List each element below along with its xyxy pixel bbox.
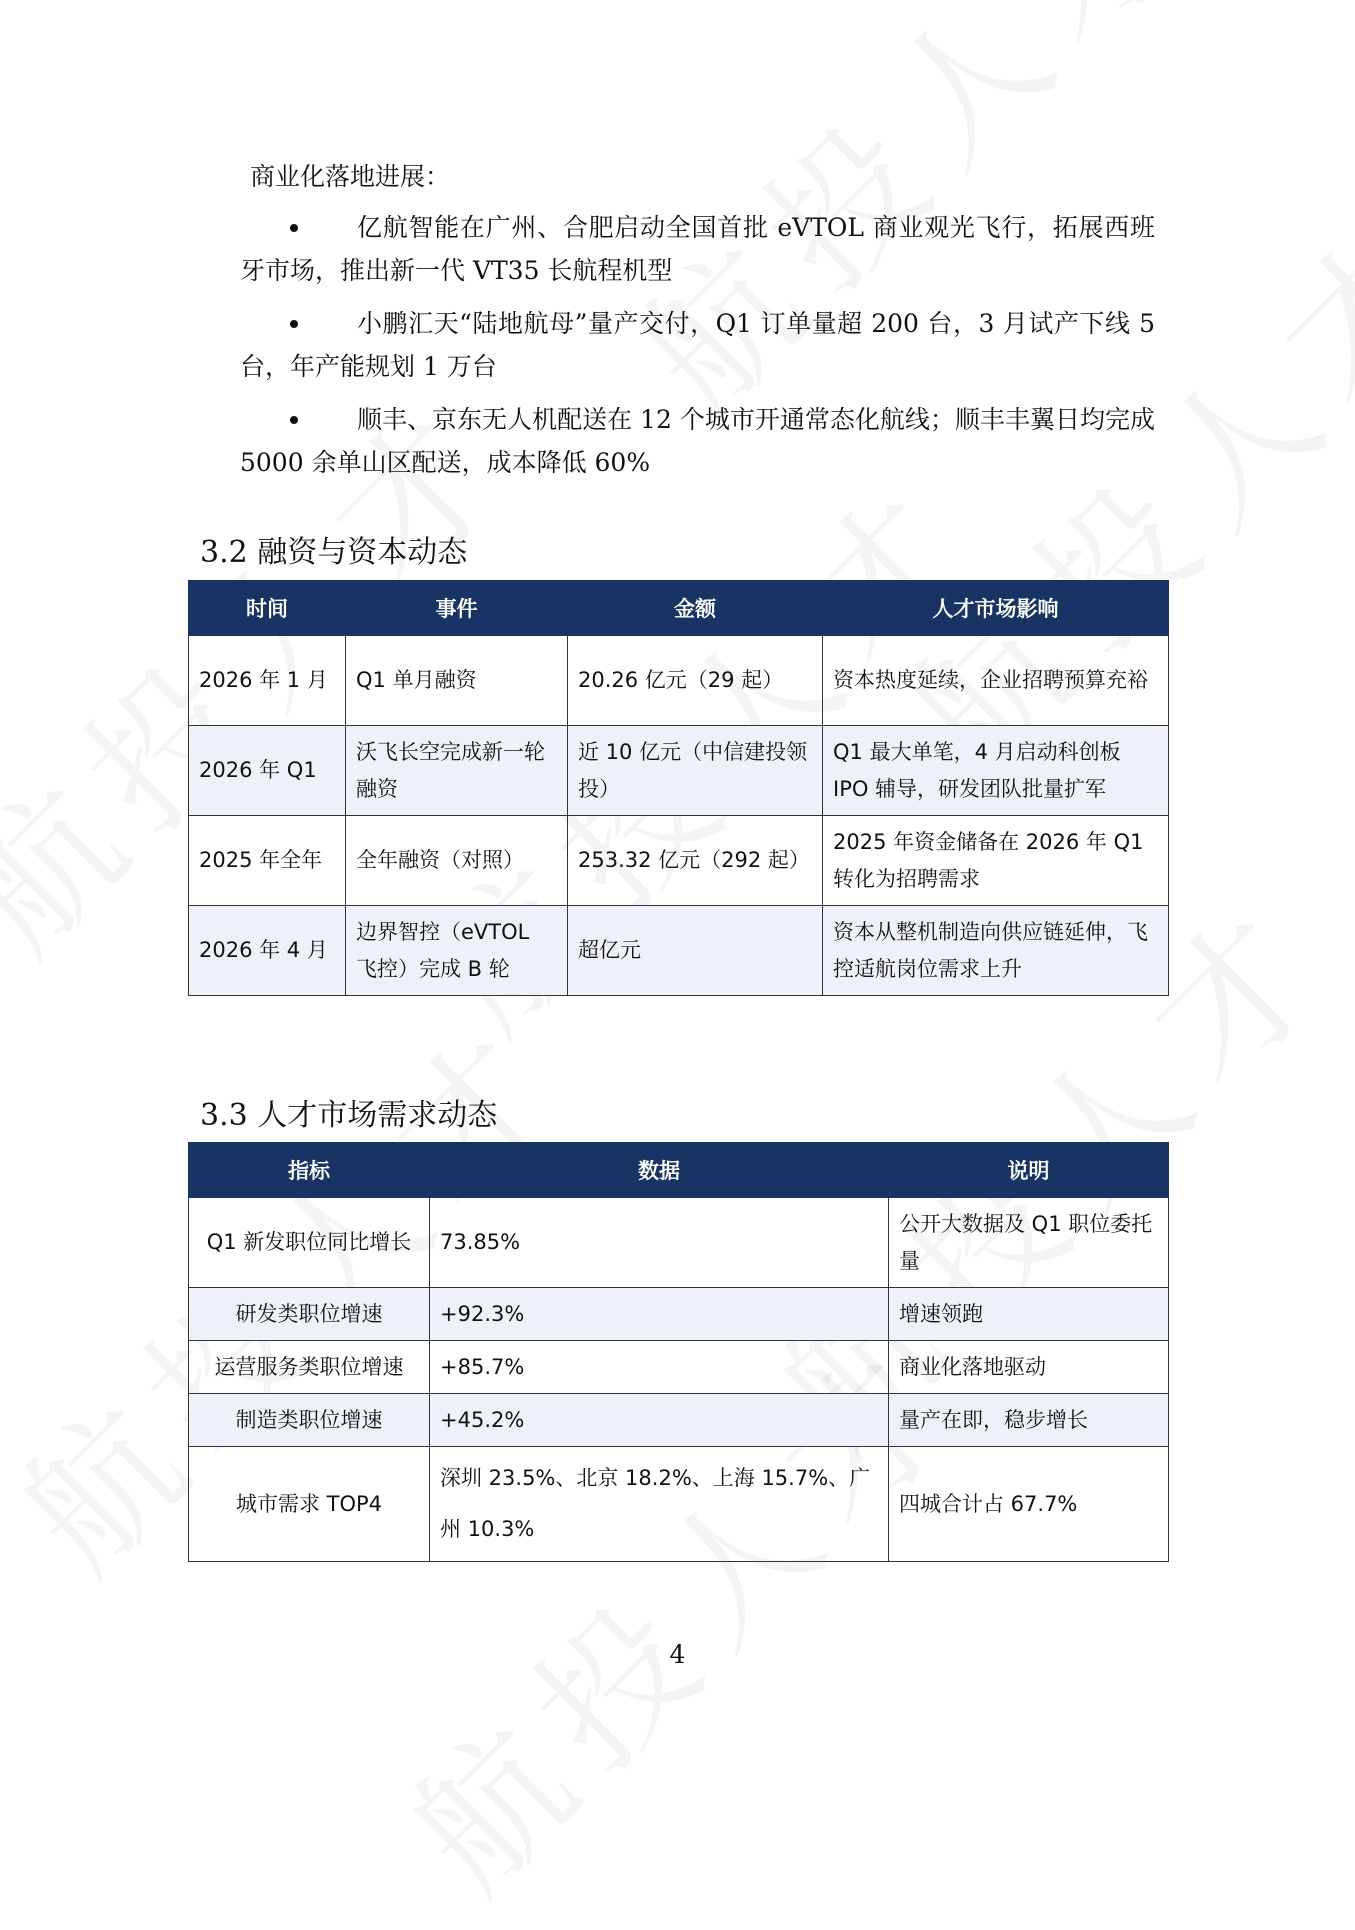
- bullet-icon: [290, 416, 298, 424]
- table-row: [189, 816, 1169, 906]
- table-row: [189, 1341, 1169, 1394]
- table-cell: Q1 单月融资: [346, 636, 568, 726]
- table-cell: 253.32 亿元（292 起）: [568, 816, 823, 906]
- column-header: 说明: [889, 1143, 1169, 1198]
- table-header-row: [189, 581, 1169, 636]
- table-cell: 全年融资（对照）: [346, 816, 568, 906]
- table-row: [189, 1198, 1169, 1288]
- financing-table: [188, 580, 1169, 996]
- table-cell: +92.3%: [430, 1288, 889, 1341]
- bullet-icon: [290, 320, 298, 328]
- table-cell: 2025 年全年: [189, 816, 346, 906]
- table-cell: 73.85%: [430, 1198, 889, 1288]
- column-header: 人才市场影响: [823, 581, 1169, 636]
- table-cell: 四城合计占 67.7%: [889, 1447, 1169, 1562]
- table-cell: 沃飞长空完成新一轮融资: [346, 726, 568, 816]
- talent-demand-table: [188, 1142, 1169, 1562]
- column-header: 金额: [568, 581, 823, 636]
- table-cell: +85.7%: [430, 1341, 889, 1394]
- table-cell: 制造类职位增速: [189, 1394, 430, 1447]
- bullet-icon: [290, 224, 298, 232]
- bullet-item: 顺丰、京东无人机配送在 12 个城市开通常态化航线；顺丰丰翼日均完成 5000 余单山区配送，成本降低 60%: [240, 405, 1155, 477]
- section-title-financing: 3.2 融资与资本动态: [200, 535, 468, 570]
- table-cell: 20.26 亿元（29 起）: [568, 636, 823, 726]
- table-cell: 增速领跑: [889, 1288, 1169, 1341]
- table-cell: 近 10 亿元（中信建投领投）: [568, 726, 823, 816]
- table-cell: 2026 年 1 月: [189, 636, 346, 726]
- section-title-talent: 3.3 人才市场需求动态: [200, 1098, 498, 1133]
- column-header: 指标: [189, 1143, 430, 1198]
- table-cell: 商业化落地驱动: [889, 1341, 1169, 1394]
- intro-heading: 商业化落地进展：: [250, 162, 451, 191]
- table-cell: 2026 年 4 月: [189, 906, 346, 996]
- table-cell: Q1 新发职位同比增长: [189, 1198, 430, 1288]
- table-cell: 量产在即，稳步增长: [889, 1394, 1169, 1447]
- progress-bullet-list: [240, 206, 1155, 494]
- table-cell: Q1 最大单笔，4 月启动科创板 IPO 辅导，研发团队批量扩军: [823, 726, 1169, 816]
- bullet-item: 亿航智能在广州、合肥启动全国首批 eVTOL 商业观光飞行，拓展西班牙市场，推出新一代 VT35 长航程机型: [240, 213, 1155, 285]
- table-cell: +45.2%: [430, 1394, 889, 1447]
- table-cell: 2025 年资金储备在 2026 年 Q1 转化为招聘需求: [823, 816, 1169, 906]
- table-header-row: [189, 1143, 1169, 1198]
- table-cell: 2026 年 Q1: [189, 726, 346, 816]
- table-cell: 超亿元: [568, 906, 823, 996]
- table-row: [189, 906, 1169, 996]
- table-cell: 边界智控（eVTOL 飞控）完成 B 轮: [346, 906, 568, 996]
- table-row: [189, 636, 1169, 726]
- table-row: [189, 1394, 1169, 1447]
- table-cell: 资本从整机制造向供应链延伸，飞控适航岗位需求上升: [823, 906, 1169, 996]
- column-header: 数据: [430, 1143, 889, 1198]
- table-cell: 资本热度延续，企业招聘预算充裕: [823, 636, 1169, 726]
- bullet-item: 小鹏汇天“陆地航母”量产交付，Q1 订单量超 200 台，3 月试产下线 5 台，年产能规划 1 万台: [240, 309, 1155, 381]
- table-cell: 公开大数据及 Q1 职位委托量: [889, 1198, 1169, 1288]
- table-row: [189, 1288, 1169, 1341]
- table-cell: 运营服务类职位增速: [189, 1341, 430, 1394]
- table-cell: 城市需求 TOP4: [189, 1447, 430, 1562]
- table-row: [189, 1447, 1169, 1562]
- column-header: 事件: [346, 581, 568, 636]
- table-row: [189, 726, 1169, 816]
- table-cell: 研发类职位增速: [189, 1288, 430, 1341]
- page-number: 4: [669, 1640, 686, 1669]
- table-cell: 深圳 23.5%、北京 18.2%、上海 15.7%、广州 10.3%: [430, 1447, 889, 1562]
- column-header: 时间: [189, 581, 346, 636]
